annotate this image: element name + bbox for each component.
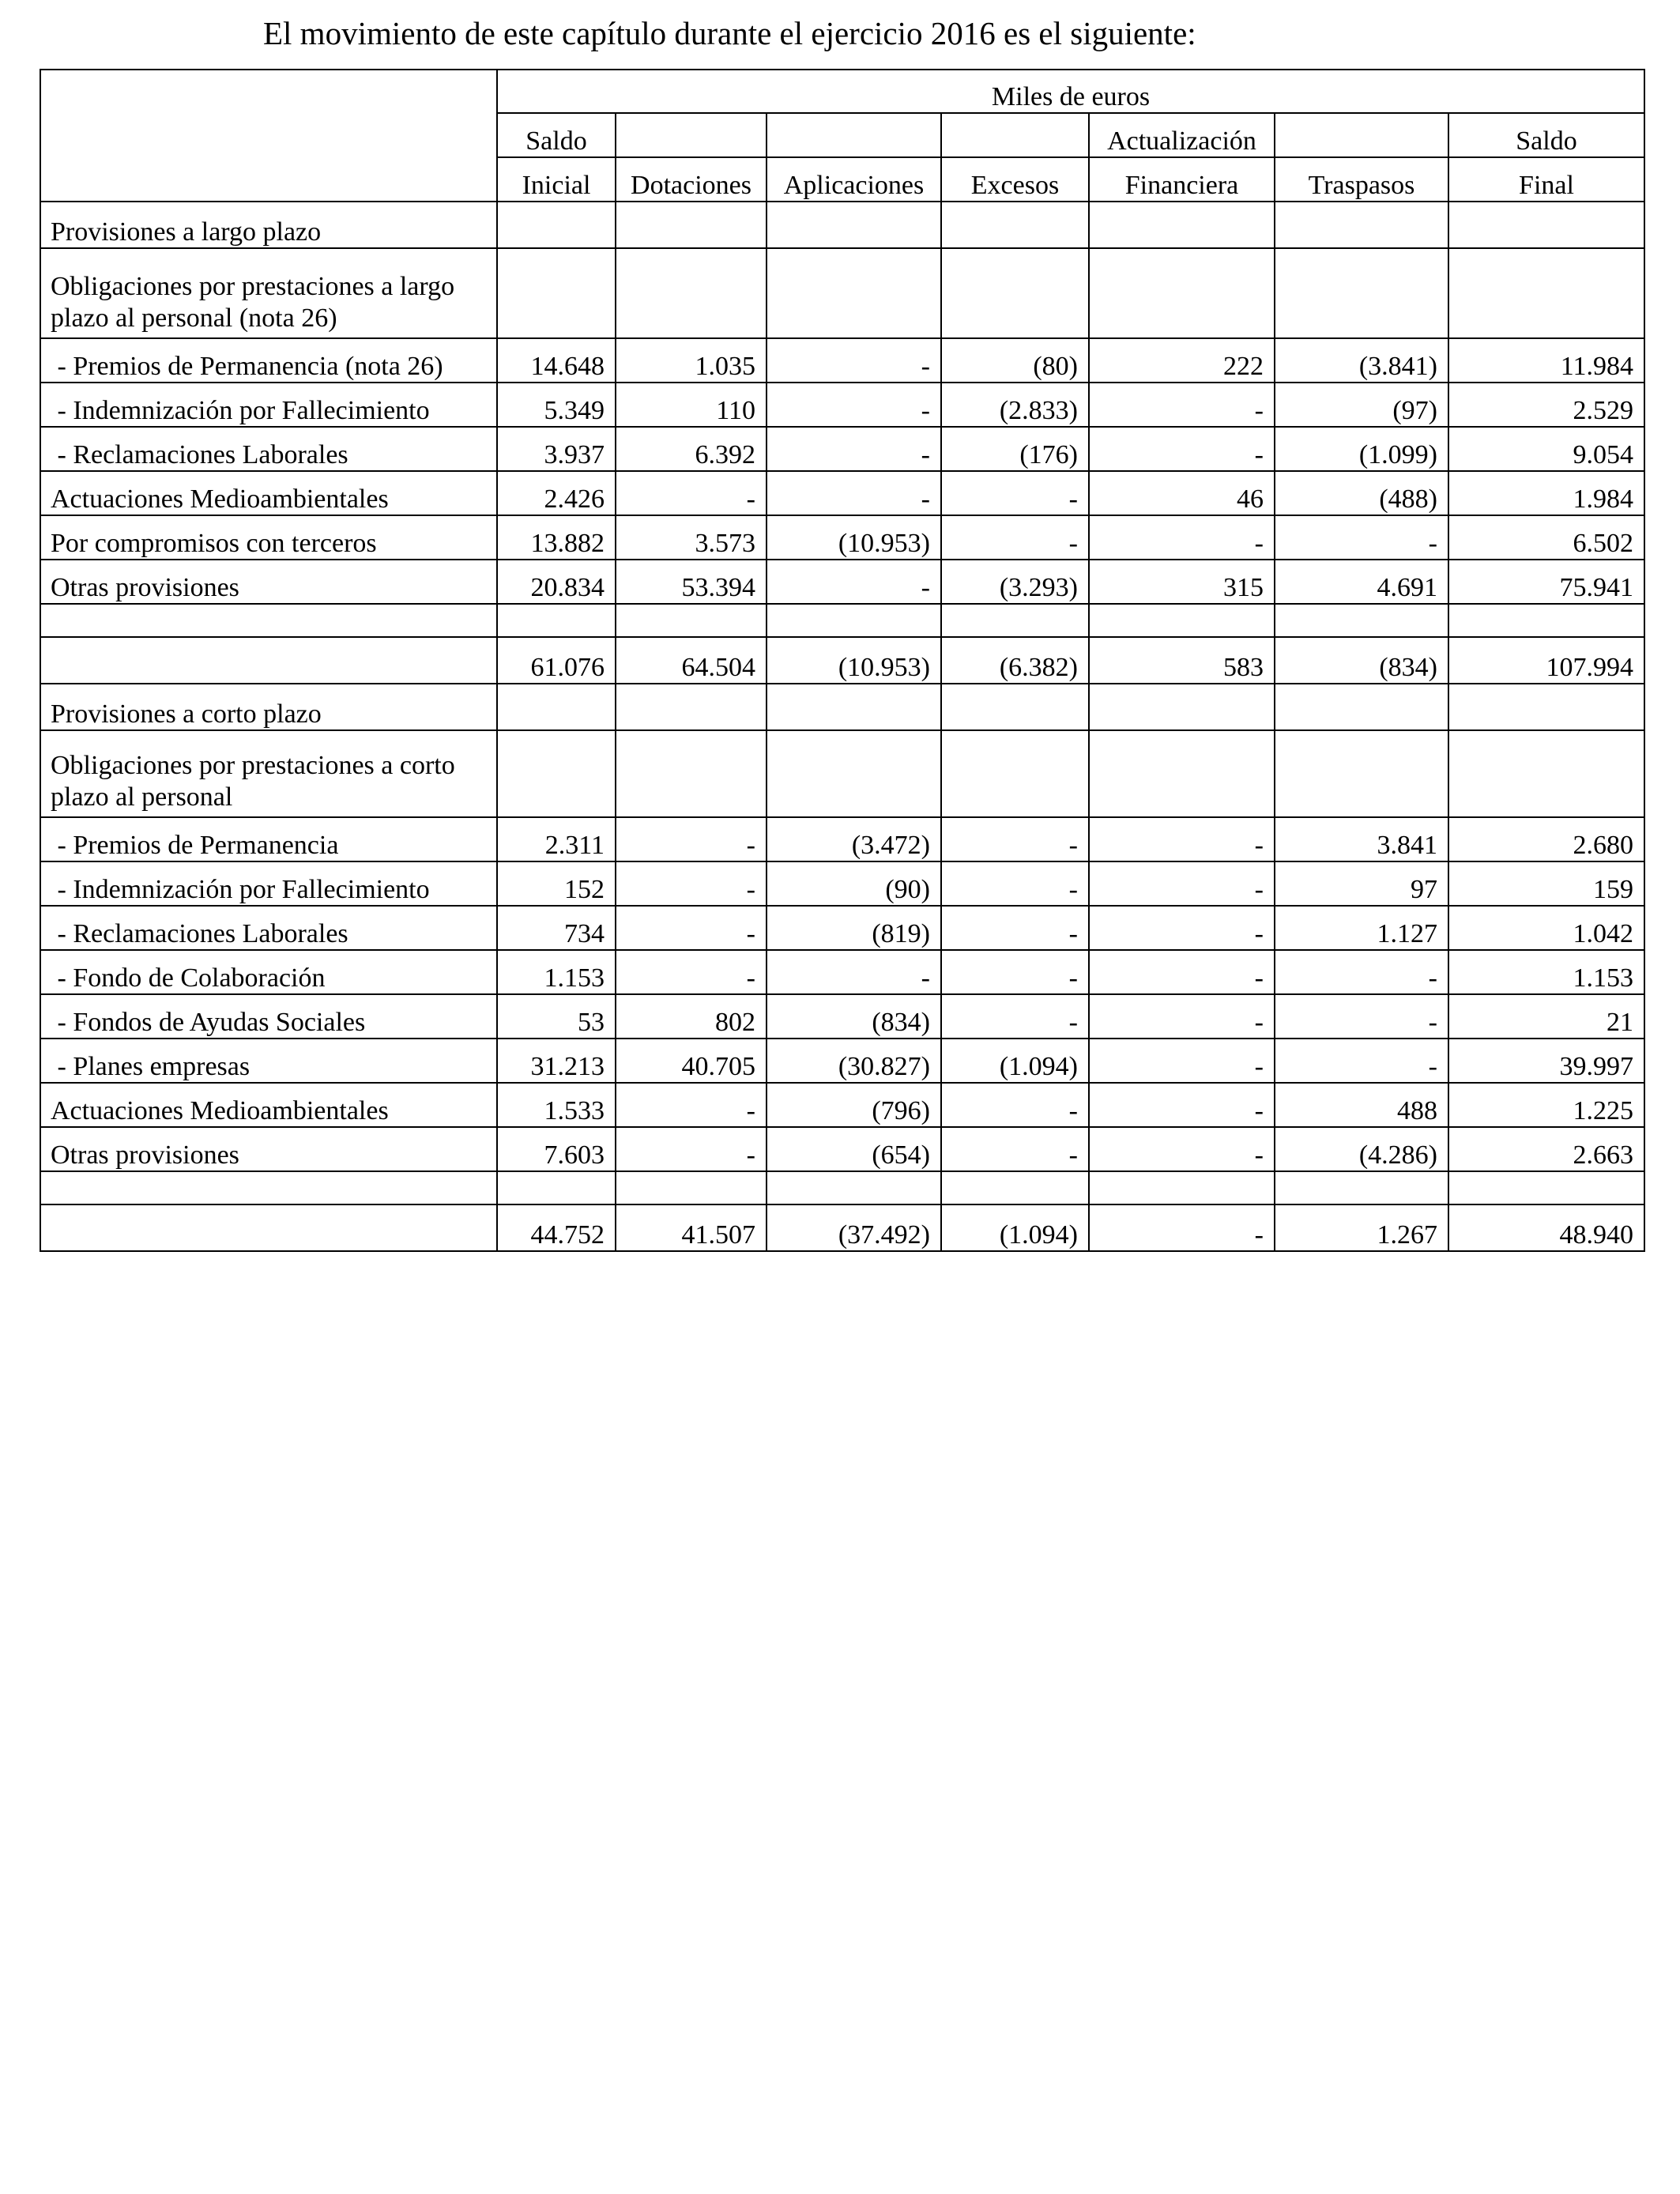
value-cell: (97)	[1275, 383, 1448, 427]
column-header-top: Actualización	[1089, 113, 1275, 157]
total-value-cell: (1.094)	[941, 1204, 1089, 1251]
row-label: - Planes empresas	[40, 1039, 497, 1083]
value-cell: (30.827)	[767, 1039, 941, 1083]
unit-label: Miles de euros	[497, 70, 1644, 113]
value-cell: -	[1275, 1039, 1448, 1083]
value-cell: 3.573	[616, 515, 767, 560]
empty-cell	[1275, 730, 1448, 817]
empty-cell	[1275, 684, 1448, 730]
value-cell: -	[941, 1127, 1089, 1171]
value-cell: -	[1089, 950, 1275, 994]
total-label-cell	[40, 1204, 497, 1251]
empty-cell	[1089, 730, 1275, 817]
column-header: Dotaciones	[616, 157, 767, 202]
total-label-cell	[40, 637, 497, 684]
row-label: - Reclamaciones Laborales	[40, 906, 497, 950]
page-heading: El movimiento de este capítulo durante el ejercicio 2016 es el siguiente:	[263, 15, 1196, 51]
column-header: Traspasos	[1275, 157, 1448, 202]
value-cell: -	[1089, 383, 1275, 427]
table-row	[40, 817, 1644, 861]
empty-cell	[941, 604, 1089, 637]
total-value-cell: 64.504	[616, 637, 767, 684]
total-value-cell: (834)	[1275, 637, 1448, 684]
value-cell: -	[767, 560, 941, 604]
column-header-top: Saldo	[497, 113, 616, 157]
value-cell: (2.833)	[941, 383, 1089, 427]
value-cell: -	[941, 861, 1089, 906]
table-row	[40, 338, 1644, 383]
empty-cell	[1089, 1171, 1275, 1204]
value-cell: 9.054	[1448, 427, 1644, 471]
value-cell: 6.392	[616, 427, 767, 471]
table-row	[40, 427, 1644, 471]
empty-cell	[1448, 730, 1644, 817]
empty-cell	[1448, 202, 1644, 248]
value-cell: -	[616, 906, 767, 950]
row-label: - Premios de Permanencia (nota 26)	[40, 338, 497, 383]
value-cell: 110	[616, 383, 767, 427]
value-cell: 40.705	[616, 1039, 767, 1083]
value-cell: -	[767, 427, 941, 471]
empty-cell	[1275, 604, 1448, 637]
empty-cell	[616, 684, 767, 730]
value-cell: (834)	[767, 994, 941, 1039]
total-value-cell: (10.953)	[767, 637, 941, 684]
row-label: - Indemnización por Fallecimiento	[40, 383, 497, 427]
value-cell: 75.941	[1448, 560, 1644, 604]
value-cell: 39.997	[1448, 1039, 1644, 1083]
value-cell: 1.042	[1448, 906, 1644, 950]
empty-cell	[1089, 202, 1275, 248]
empty-cell	[497, 1171, 616, 1204]
table-row	[40, 1039, 1644, 1083]
value-cell: -	[616, 1083, 767, 1127]
empty-cell	[616, 604, 767, 637]
row-label: - Premios de Permanencia	[40, 817, 497, 861]
value-cell: -	[941, 906, 1089, 950]
value-cell: (4.286)	[1275, 1127, 1448, 1171]
column-header-top: Saldo	[1448, 113, 1644, 157]
empty-cell	[1089, 684, 1275, 730]
column-header-top	[616, 113, 767, 157]
total-value-cell: 48.940	[1448, 1204, 1644, 1251]
value-cell: 14.648	[497, 338, 616, 383]
value-cell: -	[1089, 515, 1275, 560]
value-cell: -	[616, 950, 767, 994]
value-cell: -	[941, 471, 1089, 515]
section-label: Provisiones a corto plazo	[40, 684, 497, 730]
empty-cell	[767, 604, 941, 637]
value-cell: 97	[1275, 861, 1448, 906]
column-header-top	[941, 113, 1089, 157]
value-cell: (3.841)	[1275, 338, 1448, 383]
spacer-row	[40, 604, 1644, 637]
column-header-top	[1275, 113, 1448, 157]
value-cell: 1.984	[1448, 471, 1644, 515]
value-cell: 2.311	[497, 817, 616, 861]
value-cell: -	[616, 861, 767, 906]
empty-cell	[1448, 248, 1644, 338]
group-row	[40, 248, 1644, 338]
empty-cell	[40, 604, 497, 637]
value-cell: 13.882	[497, 515, 616, 560]
empty-cell	[1275, 1171, 1448, 1204]
value-cell: -	[1275, 994, 1448, 1039]
value-cell: -	[1089, 817, 1275, 861]
empty-cell	[1448, 604, 1644, 637]
value-cell: 2.426	[497, 471, 616, 515]
value-cell: -	[767, 471, 941, 515]
value-cell: 11.984	[1448, 338, 1644, 383]
column-header-top	[767, 113, 941, 157]
empty-cell	[767, 202, 941, 248]
table-row	[40, 1083, 1644, 1127]
empty-cell	[1275, 248, 1448, 338]
section-row	[40, 684, 1644, 730]
provisions-movement-table	[40, 69, 1645, 1252]
value-cell: 802	[616, 994, 767, 1039]
value-cell: -	[941, 994, 1089, 1039]
header-row-unit	[40, 70, 1644, 113]
value-cell: 734	[497, 906, 616, 950]
value-cell: 1.533	[497, 1083, 616, 1127]
row-label: Otras provisiones	[40, 560, 497, 604]
column-header: Final	[1448, 157, 1644, 202]
row-label: Actuaciones Medioambientales	[40, 1083, 497, 1127]
total-row	[40, 637, 1644, 684]
column-header: Inicial	[497, 157, 616, 202]
empty-cell	[941, 248, 1089, 338]
value-cell: (1.099)	[1275, 427, 1448, 471]
total-row	[40, 1204, 1644, 1251]
value-cell: -	[1089, 861, 1275, 906]
value-cell: 20.834	[497, 560, 616, 604]
value-cell: 159	[1448, 861, 1644, 906]
table-row	[40, 906, 1644, 950]
value-cell: 5.349	[497, 383, 616, 427]
value-cell: 53	[497, 994, 616, 1039]
total-value-cell: -	[1089, 1204, 1275, 1251]
value-cell: (654)	[767, 1127, 941, 1171]
value-cell: 46	[1089, 471, 1275, 515]
value-cell: 152	[497, 861, 616, 906]
empty-cell	[497, 604, 616, 637]
empty-cell	[497, 684, 616, 730]
empty-cell	[767, 684, 941, 730]
value-cell: -	[767, 383, 941, 427]
section-row	[40, 202, 1644, 248]
empty-cell	[1275, 202, 1448, 248]
value-cell: 1.153	[497, 950, 616, 994]
value-cell: -	[1089, 427, 1275, 471]
value-cell: 53.394	[616, 560, 767, 604]
table-row	[40, 471, 1644, 515]
value-cell: 1.127	[1275, 906, 1448, 950]
empty-cell	[1448, 684, 1644, 730]
value-cell: -	[1089, 994, 1275, 1039]
value-cell: -	[941, 1083, 1089, 1127]
value-cell: -	[1089, 906, 1275, 950]
value-cell: 2.680	[1448, 817, 1644, 861]
table-row	[40, 560, 1644, 604]
value-cell: 2.529	[1448, 383, 1644, 427]
total-value-cell: 583	[1089, 637, 1275, 684]
value-cell: 488	[1275, 1083, 1448, 1127]
section-label: Provisiones a largo plazo	[40, 202, 497, 248]
empty-cell	[941, 684, 1089, 730]
value-cell: -	[1275, 515, 1448, 560]
value-cell: (3.293)	[941, 560, 1089, 604]
value-cell: -	[616, 817, 767, 861]
spacer-row	[40, 1171, 1644, 1204]
total-value-cell: 107.994	[1448, 637, 1644, 684]
value-cell: 315	[1089, 560, 1275, 604]
row-label: - Fondos de Ayudas Sociales	[40, 994, 497, 1039]
empty-cell	[616, 202, 767, 248]
header-corner-cell	[40, 70, 497, 202]
empty-cell	[616, 248, 767, 338]
group-row	[40, 730, 1644, 817]
value-cell: -	[941, 817, 1089, 861]
empty-cell	[40, 1171, 497, 1204]
total-value-cell: 41.507	[616, 1204, 767, 1251]
table-row	[40, 1127, 1644, 1171]
row-label: Otras provisiones	[40, 1127, 497, 1171]
total-value-cell: 1.267	[1275, 1204, 1448, 1251]
value-cell: 1.225	[1448, 1083, 1644, 1127]
table-row	[40, 861, 1644, 906]
value-cell: 4.691	[1275, 560, 1448, 604]
value-cell: 2.663	[1448, 1127, 1644, 1171]
empty-cell	[616, 1171, 767, 1204]
value-cell: (90)	[767, 861, 941, 906]
value-cell: 31.213	[497, 1039, 616, 1083]
row-label: - Indemnización por Fallecimiento	[40, 861, 497, 906]
column-header: Excesos	[941, 157, 1089, 202]
empty-cell	[767, 1171, 941, 1204]
value-cell: 3.937	[497, 427, 616, 471]
value-cell: -	[1089, 1039, 1275, 1083]
value-cell: 1.035	[616, 338, 767, 383]
table-row	[40, 515, 1644, 560]
value-cell: (176)	[941, 427, 1089, 471]
value-cell: 6.502	[1448, 515, 1644, 560]
empty-cell	[941, 202, 1089, 248]
value-cell: 21	[1448, 994, 1644, 1039]
value-cell: -	[1089, 1083, 1275, 1127]
table-row	[40, 994, 1644, 1039]
empty-cell	[1089, 604, 1275, 637]
row-label: - Fondo de Colaboración	[40, 950, 497, 994]
total-value-cell: 61.076	[497, 637, 616, 684]
value-cell: -	[616, 1127, 767, 1171]
empty-cell	[497, 202, 616, 248]
value-cell: (819)	[767, 906, 941, 950]
row-label: Por compromisos con terceros	[40, 515, 497, 560]
empty-cell	[616, 730, 767, 817]
value-cell: 7.603	[497, 1127, 616, 1171]
value-cell: -	[767, 338, 941, 383]
value-cell: -	[767, 950, 941, 994]
row-label: - Reclamaciones Laborales	[40, 427, 497, 471]
value-cell: (3.472)	[767, 817, 941, 861]
column-header: Financiera	[1089, 157, 1275, 202]
group-label: Obligaciones por prestaciones a corto plazo al personal	[40, 730, 497, 817]
value-cell: 1.153	[1448, 950, 1644, 994]
empty-cell	[1448, 1171, 1644, 1204]
empty-cell	[497, 248, 616, 338]
value-cell: -	[941, 515, 1089, 560]
empty-cell	[767, 730, 941, 817]
total-value-cell: (6.382)	[941, 637, 1089, 684]
row-label: Actuaciones Medioambientales	[40, 471, 497, 515]
column-header: Aplicaciones	[767, 157, 941, 202]
value-cell: (488)	[1275, 471, 1448, 515]
empty-cell	[941, 1171, 1089, 1204]
value-cell: -	[1089, 1127, 1275, 1171]
table-row	[40, 950, 1644, 994]
value-cell: -	[616, 471, 767, 515]
empty-cell	[941, 730, 1089, 817]
total-value-cell: 44.752	[497, 1204, 616, 1251]
value-cell: -	[1275, 950, 1448, 994]
value-cell: 222	[1089, 338, 1275, 383]
value-cell: 3.841	[1275, 817, 1448, 861]
group-label: Obligaciones por prestaciones a largo plazo al personal (nota 26)	[40, 248, 497, 338]
empty-cell	[1089, 248, 1275, 338]
value-cell: (796)	[767, 1083, 941, 1127]
value-cell: (10.953)	[767, 515, 941, 560]
value-cell: (80)	[941, 338, 1089, 383]
empty-cell	[497, 730, 616, 817]
table-row	[40, 383, 1644, 427]
value-cell: -	[941, 950, 1089, 994]
table-body	[40, 70, 1644, 1251]
value-cell: (1.094)	[941, 1039, 1089, 1083]
empty-cell	[767, 248, 941, 338]
total-value-cell: (37.492)	[767, 1204, 941, 1251]
